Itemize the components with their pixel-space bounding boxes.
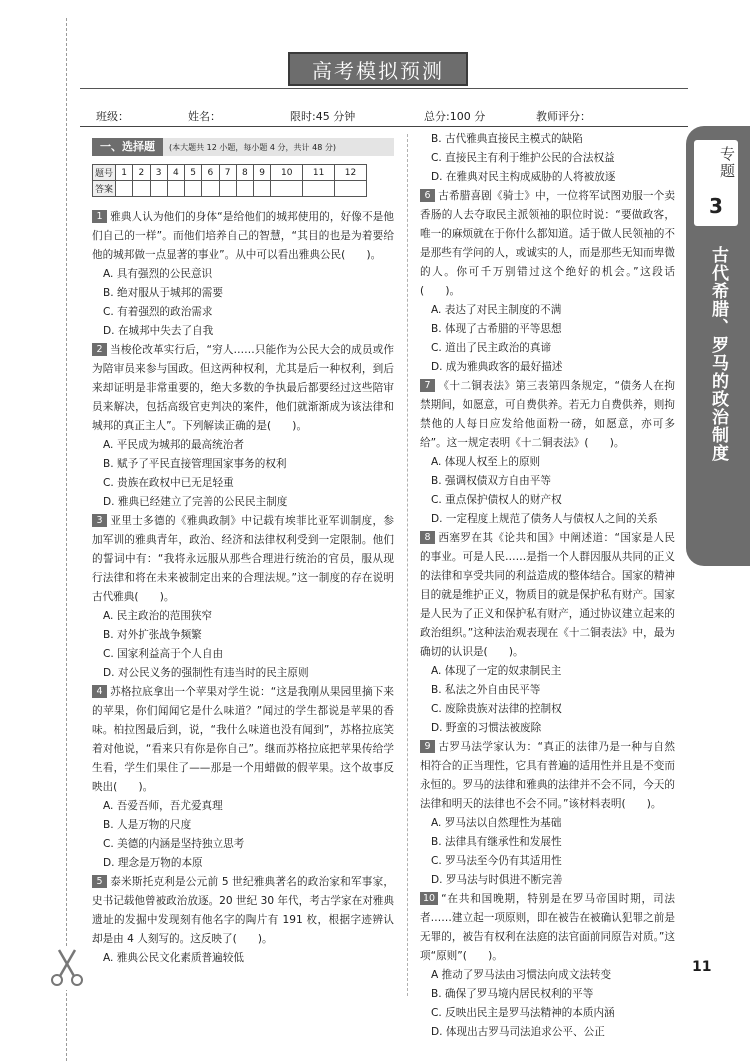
answer-cell[interactable] [202, 181, 219, 197]
answer-table-number: 3 [150, 165, 167, 181]
question-7 [420, 377, 675, 529]
question-8 [420, 529, 675, 738]
answer-option: B. 赋予了平民直接管理国家事务的权利 [103, 458, 287, 470]
question-number: 7 [420, 379, 435, 392]
answer-option: C. 贵族在政权中已无足轻重 [103, 477, 234, 489]
question-number: 2 [92, 343, 107, 356]
answer-cell[interactable] [116, 181, 133, 197]
answer-option: A. 表达了对民主制度的不满 [431, 304, 562, 316]
question-number: 6 [420, 189, 435, 202]
answer-option: B. 体现了古希腊的平等思想 [431, 323, 562, 335]
answer-option: A. 吾爱吾师，吾尤爱真理 [103, 800, 223, 812]
answer-option: A. 具有强烈的公民意识 [103, 268, 213, 280]
topic-label: 专题 [718, 146, 736, 180]
left-column [92, 208, 394, 968]
column-divider [407, 134, 408, 996]
answer-option: B. 对外扩张战争频繁 [103, 629, 202, 641]
title-rule [80, 88, 688, 89]
question-4 [92, 683, 394, 873]
answer-option: D. 体现出古罗马司法追求公平、公正 [431, 1026, 605, 1038]
question-number: 10 [420, 892, 438, 905]
answer-table-number: 6 [202, 165, 219, 181]
question-text: 苏格拉底拿出一个苹果对学生说：“这是我刚从果园里摘下来的苹果，你们闻闻它是什么味道？”闻过的学生都说是苹果的香味。柏拉图最后到，说，“我什么味道也没有闻到”，苏格拉底笑着对他说，“看来只有你是你自己”。继而苏格拉底把苹果传给学生看，学生们果住了——那是一个用蜡做的假苹果。这个故事反映出( )。 [92, 686, 394, 793]
topic-title: 古代希腊、罗马的政治制度 [708, 246, 728, 462]
right-column [420, 130, 675, 1042]
answer-table-number: 4 [167, 165, 184, 181]
answer-option: B. 私法之外自由民平等 [431, 684, 541, 696]
answer-cell[interactable] [219, 181, 236, 197]
answer-option: D. 雅典已经建立了完善的公民民主制度 [103, 496, 288, 508]
answer-cell[interactable] [185, 181, 202, 197]
answer-table-number: 7 [219, 165, 236, 181]
topic-badge [694, 140, 738, 226]
answer-option: D. 一定程度上规范了债务人与债权人之间的关系 [431, 513, 658, 525]
answer-option: B. 绝对服从于城邦的需要 [103, 287, 223, 299]
teacher-eval-label: 教师评分： [536, 110, 591, 123]
answer-cell[interactable] [335, 181, 367, 197]
answer-table-number: 1 [116, 165, 133, 181]
answer-option: B. 人是万物的尺度 [103, 819, 192, 831]
question-number: 9 [420, 740, 435, 753]
answer-cell[interactable] [133, 181, 150, 197]
question-text: 泰米斯托克利是公元前 5 世纪雅典著名的政治家和军事家，史书记载他曾被政治放逐。20 世纪 30 年代，考古学家在对雅典遗址的发掘中发现刻有他名字的陶片有 191 枚，根据字迹辨认却是由 4 人刻写的。这反映了( )。 [92, 876, 394, 945]
total-score: 总分:100 分 [424, 110, 486, 123]
answer-option: B. 古代雅典直接民主模式的缺陷 [431, 133, 583, 145]
answer-option: C. 罗马法至今仍有其适用性 [431, 855, 562, 867]
answer-option: A 推动了罗马法由习惯法向成文法转变 [431, 969, 612, 981]
answer-cell[interactable] [303, 181, 335, 197]
question-number: 3 [92, 514, 107, 527]
answer-option: C. 美德的内涵是坚持独立思考 [103, 838, 245, 850]
answer-option: C. 有着强烈的政治需求 [103, 306, 213, 318]
answer-cell[interactable] [167, 181, 184, 197]
page-title: 高考模拟预测 [288, 52, 468, 86]
topic-number: 3 [709, 194, 723, 218]
answer-table-number: 2 [133, 165, 150, 181]
answer-option: D. 成为雅典政客的最好描述 [431, 361, 563, 373]
answer-option: C. 反映出民主是罗马法精神的本质内涵 [431, 1007, 615, 1019]
question-text: 西塞罗在其《论共和国》中阐述道：“国家是人民的事业。可是人民……是指一个人群因服从共同的正义的法律和享受共同的利益造成的整体结合。国家的精神目的就是维护正义，物质目的就是保护私有财产。国家是人民为了正义和保护私有财产，通过协议建立起来的政治组织。”这种法治观表现在《十二铜表法》中，最为确切的认识是( )。 [420, 532, 675, 658]
question-number: 1 [92, 210, 107, 223]
answer-option: B. 法律具有继承性和发展性 [431, 836, 562, 848]
question-text: 古希腊喜剧《骑士》中，一位将军试图劝服一个卖香肠的人去夺取民主派领袖的职位时说：“要做政客，唯一的麻烦就在于你什么都知道。适于做人民领袖的不是那些有学问的人，或诚实的人，而是那些无知而卑微的人。你可千万别错过这个绝好的机会。”这段话( )。 [420, 190, 675, 297]
question-text: “在共和国晚期，特别是在罗马帝国时期，司法者……建立起一项原则，即在被告在被确认犯罪之前是无罪的，被告有权利在法庭的法官面前同原告对质。”这项“原则”( )。 [420, 893, 675, 962]
question-2 [92, 341, 394, 512]
answer-option: D. 在城邦中失去了自我 [103, 325, 214, 337]
answer-cell[interactable] [236, 181, 253, 197]
answer-option: D. 罗马法与时俱进不断完善 [431, 874, 563, 886]
question-text: 《十二铜表法》第三表第四条规定，“债务人在拘禁期间，如愿意，可自费供养。若无力自费供养，则拘禁他的人每日应发给他面粉一磅，如愿意，亦可多给”。这一规定表明《十二铜表法》( )。 [420, 380, 675, 449]
answer-table [92, 164, 367, 197]
answer-table-number-label: 题号 [93, 165, 116, 181]
answer-table-number: 11 [303, 165, 335, 181]
answer-table-number: 5 [185, 165, 202, 181]
answer-option: C. 道出了民主政治的真谛 [431, 342, 552, 354]
topic-side-tab [686, 126, 750, 566]
answer-option: A. 体现人权至上的原则 [431, 456, 541, 468]
question-10 [420, 890, 675, 1042]
answer-cell[interactable] [271, 181, 303, 197]
scissors-icon [45, 946, 89, 990]
question-number: 5 [92, 875, 107, 888]
question-5 [92, 873, 394, 968]
section-header [92, 138, 394, 156]
answer-option: D. 理念是万物的本原 [103, 857, 203, 869]
answer-table-number: 10 [271, 165, 303, 181]
class-label: 班级： [96, 110, 129, 123]
answer-table-number: 9 [254, 165, 271, 181]
info-rule [80, 126, 688, 127]
question-number: 4 [92, 685, 107, 698]
question-text: 当梭伦改革实行后，“穷人……只能作为公民大会的成员或作为陪审员来参与国政。但这两种权利，尤其是后一种权利，到后来却证明是非常重要的，绝大多数的争执最后都要经过这些陪审员来解决，包括高级官吏判决的案件，他们就渐渐成为该法律和城邦的真正主人”。下列解读正确的是( )。 [92, 344, 394, 432]
question-text: 亚里士多德的《雅典政制》中记载有埃菲比亚军训制度，参加军训的雅典青年，政治、经济和法律权利受到一定限制。他们的誓词中有：“我将永远服从那些合理进行统治的官员，服从现行法律和将在未来被制定出来的合理法规。”这一制度的存在说明古代雅典( )。 [92, 515, 394, 603]
cut-line [66, 18, 67, 1061]
answer-option: A. 体现了一定的奴隶制民主 [431, 665, 562, 677]
section-tag: 一、选择题 [92, 138, 163, 156]
name-label: 姓名： [188, 110, 221, 123]
page-number: 11 [692, 959, 712, 975]
question-3 [92, 512, 394, 683]
question-9 [420, 738, 675, 890]
answer-option: B. 确保了罗马境内居民权利的平等 [431, 988, 594, 1000]
answer-option: A. 民主政治的范围狭窄 [103, 610, 213, 622]
answer-option: B. 强调权债双方自由平等 [431, 475, 551, 487]
answer-option: D. 在雅典对民主构成威胁的人将被放逐 [431, 171, 616, 183]
answer-option: C. 国家利益高于个人自由 [103, 648, 224, 660]
question-6 [420, 187, 675, 377]
answer-table-answer-label: 答案 [93, 181, 116, 197]
question-text: 雅典人认为他们的身体“是给他们的城邦使用的，好像不是他们自己的一样”。而他们培养自己的智慧，“其目的也是为着要给他的城邦做一点显著的事业”。从中可以看出雅典公民( )。 [92, 211, 394, 261]
time-limit: 限时:45 分钟 [290, 110, 356, 123]
section-note: (本大题共 12 小题，每小题 4 分，共计 48 分) [169, 142, 336, 152]
answer-cell[interactable] [254, 181, 271, 197]
answer-option: D. 野蛮的习惯法被废除 [431, 722, 542, 734]
answer-option: C. 直接民主有利于维护公民的合法权益 [431, 152, 615, 164]
answer-cell[interactable] [150, 181, 167, 197]
answer-table-number: 12 [335, 165, 367, 181]
question-1 [92, 208, 394, 341]
question-text: 古罗马法学家认为：“真正的法律乃是一种与自然相符合的正当理性，它具有普遍的适用性并且是不变而永恒的。罗马的法律和雅典的法律并不会不同，今天的法律和明天的法律也不会不同。”该材料表明( )。 [420, 741, 675, 810]
answer-option: C. 废除贵族对法律的控制权 [431, 703, 562, 715]
answer-option: A. 平民成为城邦的最高统治者 [103, 439, 244, 451]
answer-table-number: 8 [236, 165, 253, 181]
answer-option: C. 重点保护债权人的财产权 [431, 494, 562, 506]
question-number: 8 [420, 531, 435, 544]
answer-option: A. 罗马法以自然理性为基础 [431, 817, 562, 829]
answer-option: D. 对公民义务的强制性有违当时的民主原则 [103, 667, 309, 679]
answer-option: A. 雅典公民文化素质普遍较低 [103, 952, 244, 964]
